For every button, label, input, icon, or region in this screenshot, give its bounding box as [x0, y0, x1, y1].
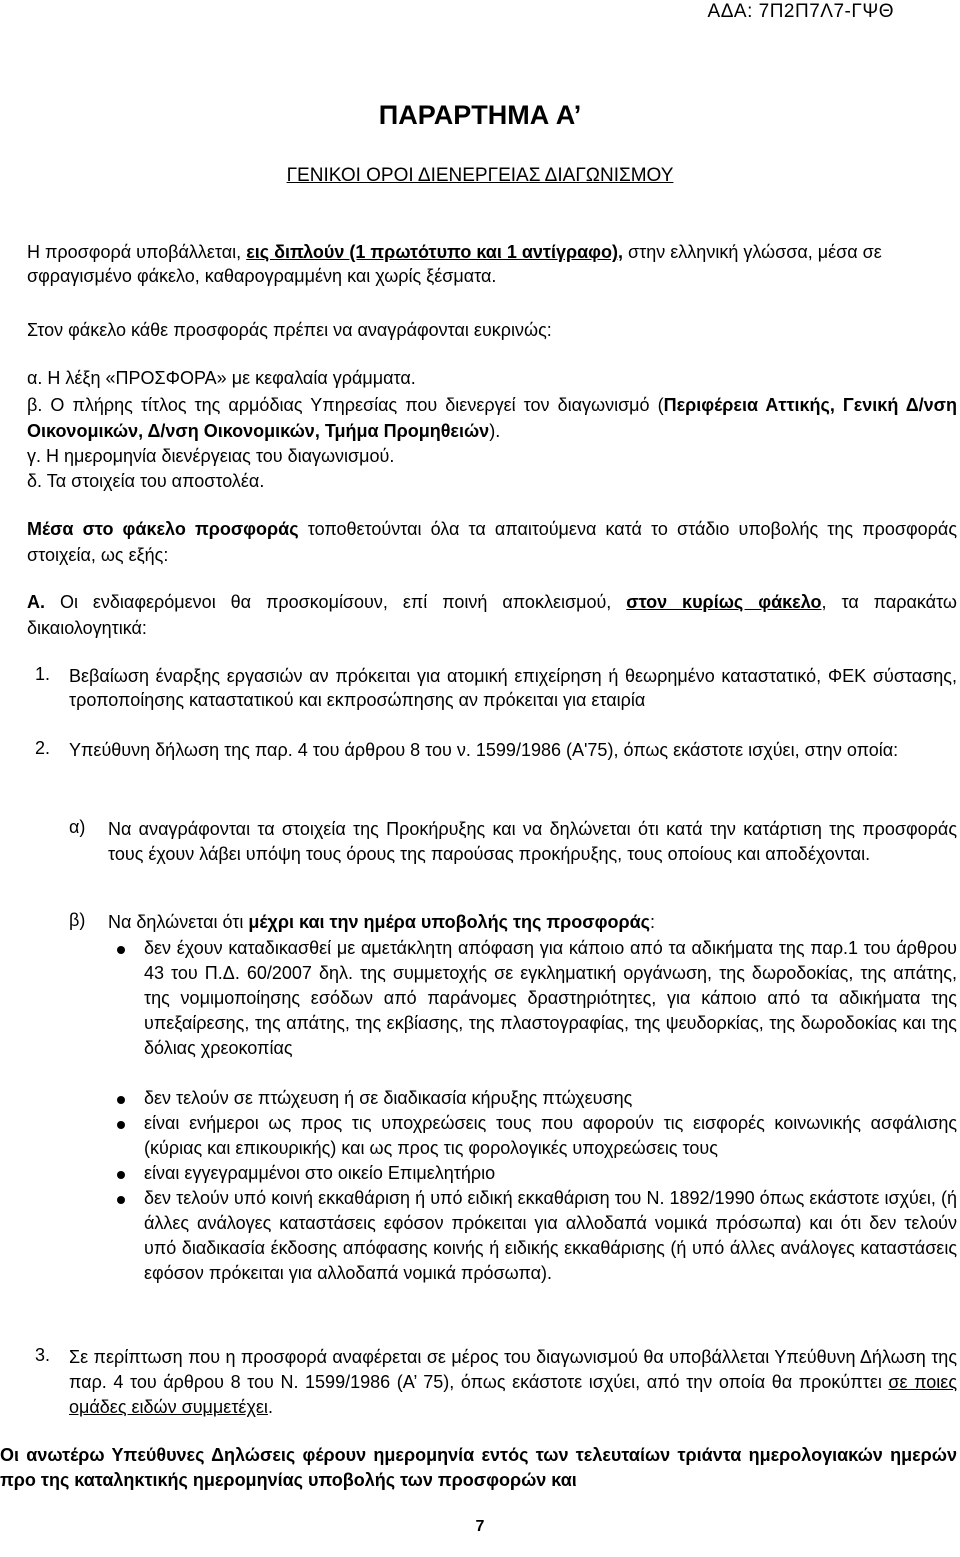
intro-text-emphasis: εις διπλούν (1 πρωτότυπο και 1 αντίγραφο), [246, 242, 624, 262]
envelope-intro: Στον φάκελο κάθε προσφοράς πρέπει να αναγράφονται ευκρινώς: [27, 320, 552, 340]
page-title: ΠΑΡΑΡΤΗΜΑ Α’ [378, 100, 582, 130]
page-number: 7 [475, 1518, 485, 1535]
item-3-number: 3. [35, 1345, 51, 1365]
bullet-dot [117, 1171, 125, 1179]
envelope-item-b-end: ). [489, 421, 501, 441]
bullet-item-1: δεν έχουν καταδικασθεί με αμετάκλητη απόφαση για κάποιο από τα αδικήματα της παρ.1 του άρθρου 43 του Π.Δ. 60/2007 δηλ. της συμμετοχής σε εγκληματική οργάνωση, της δωροδοκίας, της απάτης, της νομιμοποίησης εσόδων από παράνομες δραστηριότητες, για κάποιο από τα αδικήματα της υπεξαίρεσης, της απάτης, της εκβίασης, της πλαστογραφίας, της ψευδορκίας, της δωροδοκίας και της δόλιας χρεοκοπίας [144, 938, 957, 1058]
sub-a-label: α) [69, 817, 86, 837]
bullet-item-5: δεν τελούν υπό κοινή εκκαθάριση ή υπό ειδική εκκαθάριση του Ν. 1892/1990 όπως εκάστοτε ισχύει, (ή άλλες ανάλογες καταστάσεις εφόσον πρόκειται για αλλοδαπά νομικά πρόσωπα) και ότι δεν τελούν υπό διαδικασία έκδοσης απόφασης κοινής ή ειδικής εκκαθάρισης (ή υπό άλλες ανάλογες καταστάσεις εφόσον πρόκειται για αλλοδαπά νομικά πρόσωπα). [144, 1188, 957, 1283]
intro-text-2: στην ελληνική γλώσσα, μέσα σε σφραγισμένο φάκελο, καθαρογραμμένη και χωρίς ξέσματα. [27, 242, 882, 286]
envelope-item-b [27, 392, 957, 444]
bullet-item-2: δεν τελούν σε πτώχευση ή σε διαδικασία κήρυξης πτώχευσης [144, 1088, 633, 1108]
inside-envelope-text: τοποθετούνται όλα τα απαιτούμενα κατά το στάδιο υποβολής της προσφοράς στοιχεία, ως εξής: [27, 519, 957, 565]
item-1-text: Βεβαίωση έναρξης εργασιών αν πρόκειται για ατομική επιχείρηση ή θεωρημένο καταστατικό, ΦΕΚ σύστασης, τροποποίησης καταστατικού και εκπροσώπησης αν πρόκειται για εταιρία [69, 666, 957, 710]
bullet-dot [117, 1196, 125, 1204]
inside-envelope-bold: Μέσα στο φάκελο προσφοράς [27, 519, 299, 539]
envelope-item-b-text: β. Ο πλήρης τίτλος της αρμόδιας Υπηρεσίας που διενεργεί τον διαγωνισμό ( [27, 395, 664, 415]
inside-envelope-paragraph [27, 516, 957, 568]
page-subtitle [0, 165, 960, 187]
envelope-item-b-authority: Περιφέρεια Αττικής, Γενική Δ/νση Οικονομικών, Δ/νση Οικονομικών, Τμήμα Προμηθειών [27, 395, 957, 441]
closing-paragraph: Οι ανωτέρω Υπεύθυνες Δηλώσεις φέρουν ημερομηνία εντός των τελευταίων τριάντα ημερολογιακών ημερών προ της καταληκτικής ημερομηνίας υποβολής των προσφορών και [0, 1445, 957, 1490]
ada-code: ΑΔΑ: 7Π2Π7Λ7-ΓΨΘ [707, 1, 894, 22]
section-a-text-2: , τα παρακάτω δικαιολογητικά: [27, 592, 957, 638]
bullet-dot [117, 1121, 125, 1129]
envelope-item-a: α. Η λέξη «ΠΡΟΣΦΟΡΑ» με κεφαλαία γράμματα. [27, 368, 416, 388]
sub-b-text-1: Να δηλώνεται ότι [108, 912, 249, 932]
intro-text-1: Η προσφορά υποβάλλεται, [27, 242, 247, 262]
item-3-text-2: . [267, 1397, 273, 1417]
item-1-number: 1. [35, 664, 51, 684]
bullet-item-3: είναι ενήμεροι ως προς τις υποχρεώσεις τους που αφορούν τις εισφορές κοινωνικής ασφάλισης (κύριας και επικουρικής) και ως προς τις φορολογικές υποχρεώσεις τους [144, 1113, 957, 1158]
subtitle-text: ΓΕΝΙΚΟΙ ΟΡΟΙ ΔΙΕΝΕΡΓΕΙΑΣ ΔΙΑΓΩΝΙΣΜΟΥ [286, 165, 674, 186]
section-a-paragraph [27, 589, 957, 641]
item-2-number: 2. [35, 738, 51, 758]
sub-b-text [108, 910, 957, 934]
sub-a-text: Να αναγράφονται τα στοιχεία της Προκήρυξης και να δηλώνεται ότι κατά την κατάρτιση της προσφοράς τους έχουν λάβει υπόψη τους όρους της παρούσας προκήρυξης, τους οποίους και αποδέχονται. [108, 819, 957, 864]
sub-b-bold: μέχρι και την ημέρα υποβολής της προσφοράς [248, 912, 651, 932]
sub-b-text-2: : [650, 912, 656, 932]
item-3-text-1: Σε περίπτωση που η προσφορά αναφέρεται σε μέρος του διαγωνισμού θα υποβάλλεται Υπεύθυνη Δήλωση της παρ. 4 του άρθρου 8 του Ν. 1599/1986 (Α’ 75), όπως εκάστοτε ισχύει, από την οποία θα προκύπτει [69, 1347, 957, 1392]
sub-b-label: β) [69, 910, 86, 930]
bullet-item-4: είναι εγγεγραμμένοι στο οικείο Επιμελητήριο [144, 1163, 496, 1183]
envelope-item-d: δ. Τα στοιχεία του αποστολέα. [27, 471, 265, 491]
envelope-item-c: γ. Η ημερομηνία διενέργειας του διαγωνισμού. [27, 446, 395, 466]
section-a-emphasis: στον κυρίως φάκελο [626, 592, 822, 612]
item-3-underlined: σε ποιες ομάδες ειδών συμμετέχει [69, 1372, 957, 1417]
section-a-label: Α. [27, 592, 45, 612]
bullet-dot [117, 946, 125, 954]
item-3-text [69, 1345, 957, 1420]
bullet-dot [117, 1096, 125, 1104]
section-a-text-1: Οι ενδιαφερόμενοι θα προσκομίσουν, επί ποινή αποκλεισμού, [45, 592, 627, 612]
intro-paragraph [27, 240, 957, 288]
item-2-text: Υπεύθυνη δήλωση της παρ. 4 του άρθρου 8 του ν. 1599/1986 (Α'75), όπως εκάστοτε ισχύει, στην οποία: [69, 740, 899, 760]
